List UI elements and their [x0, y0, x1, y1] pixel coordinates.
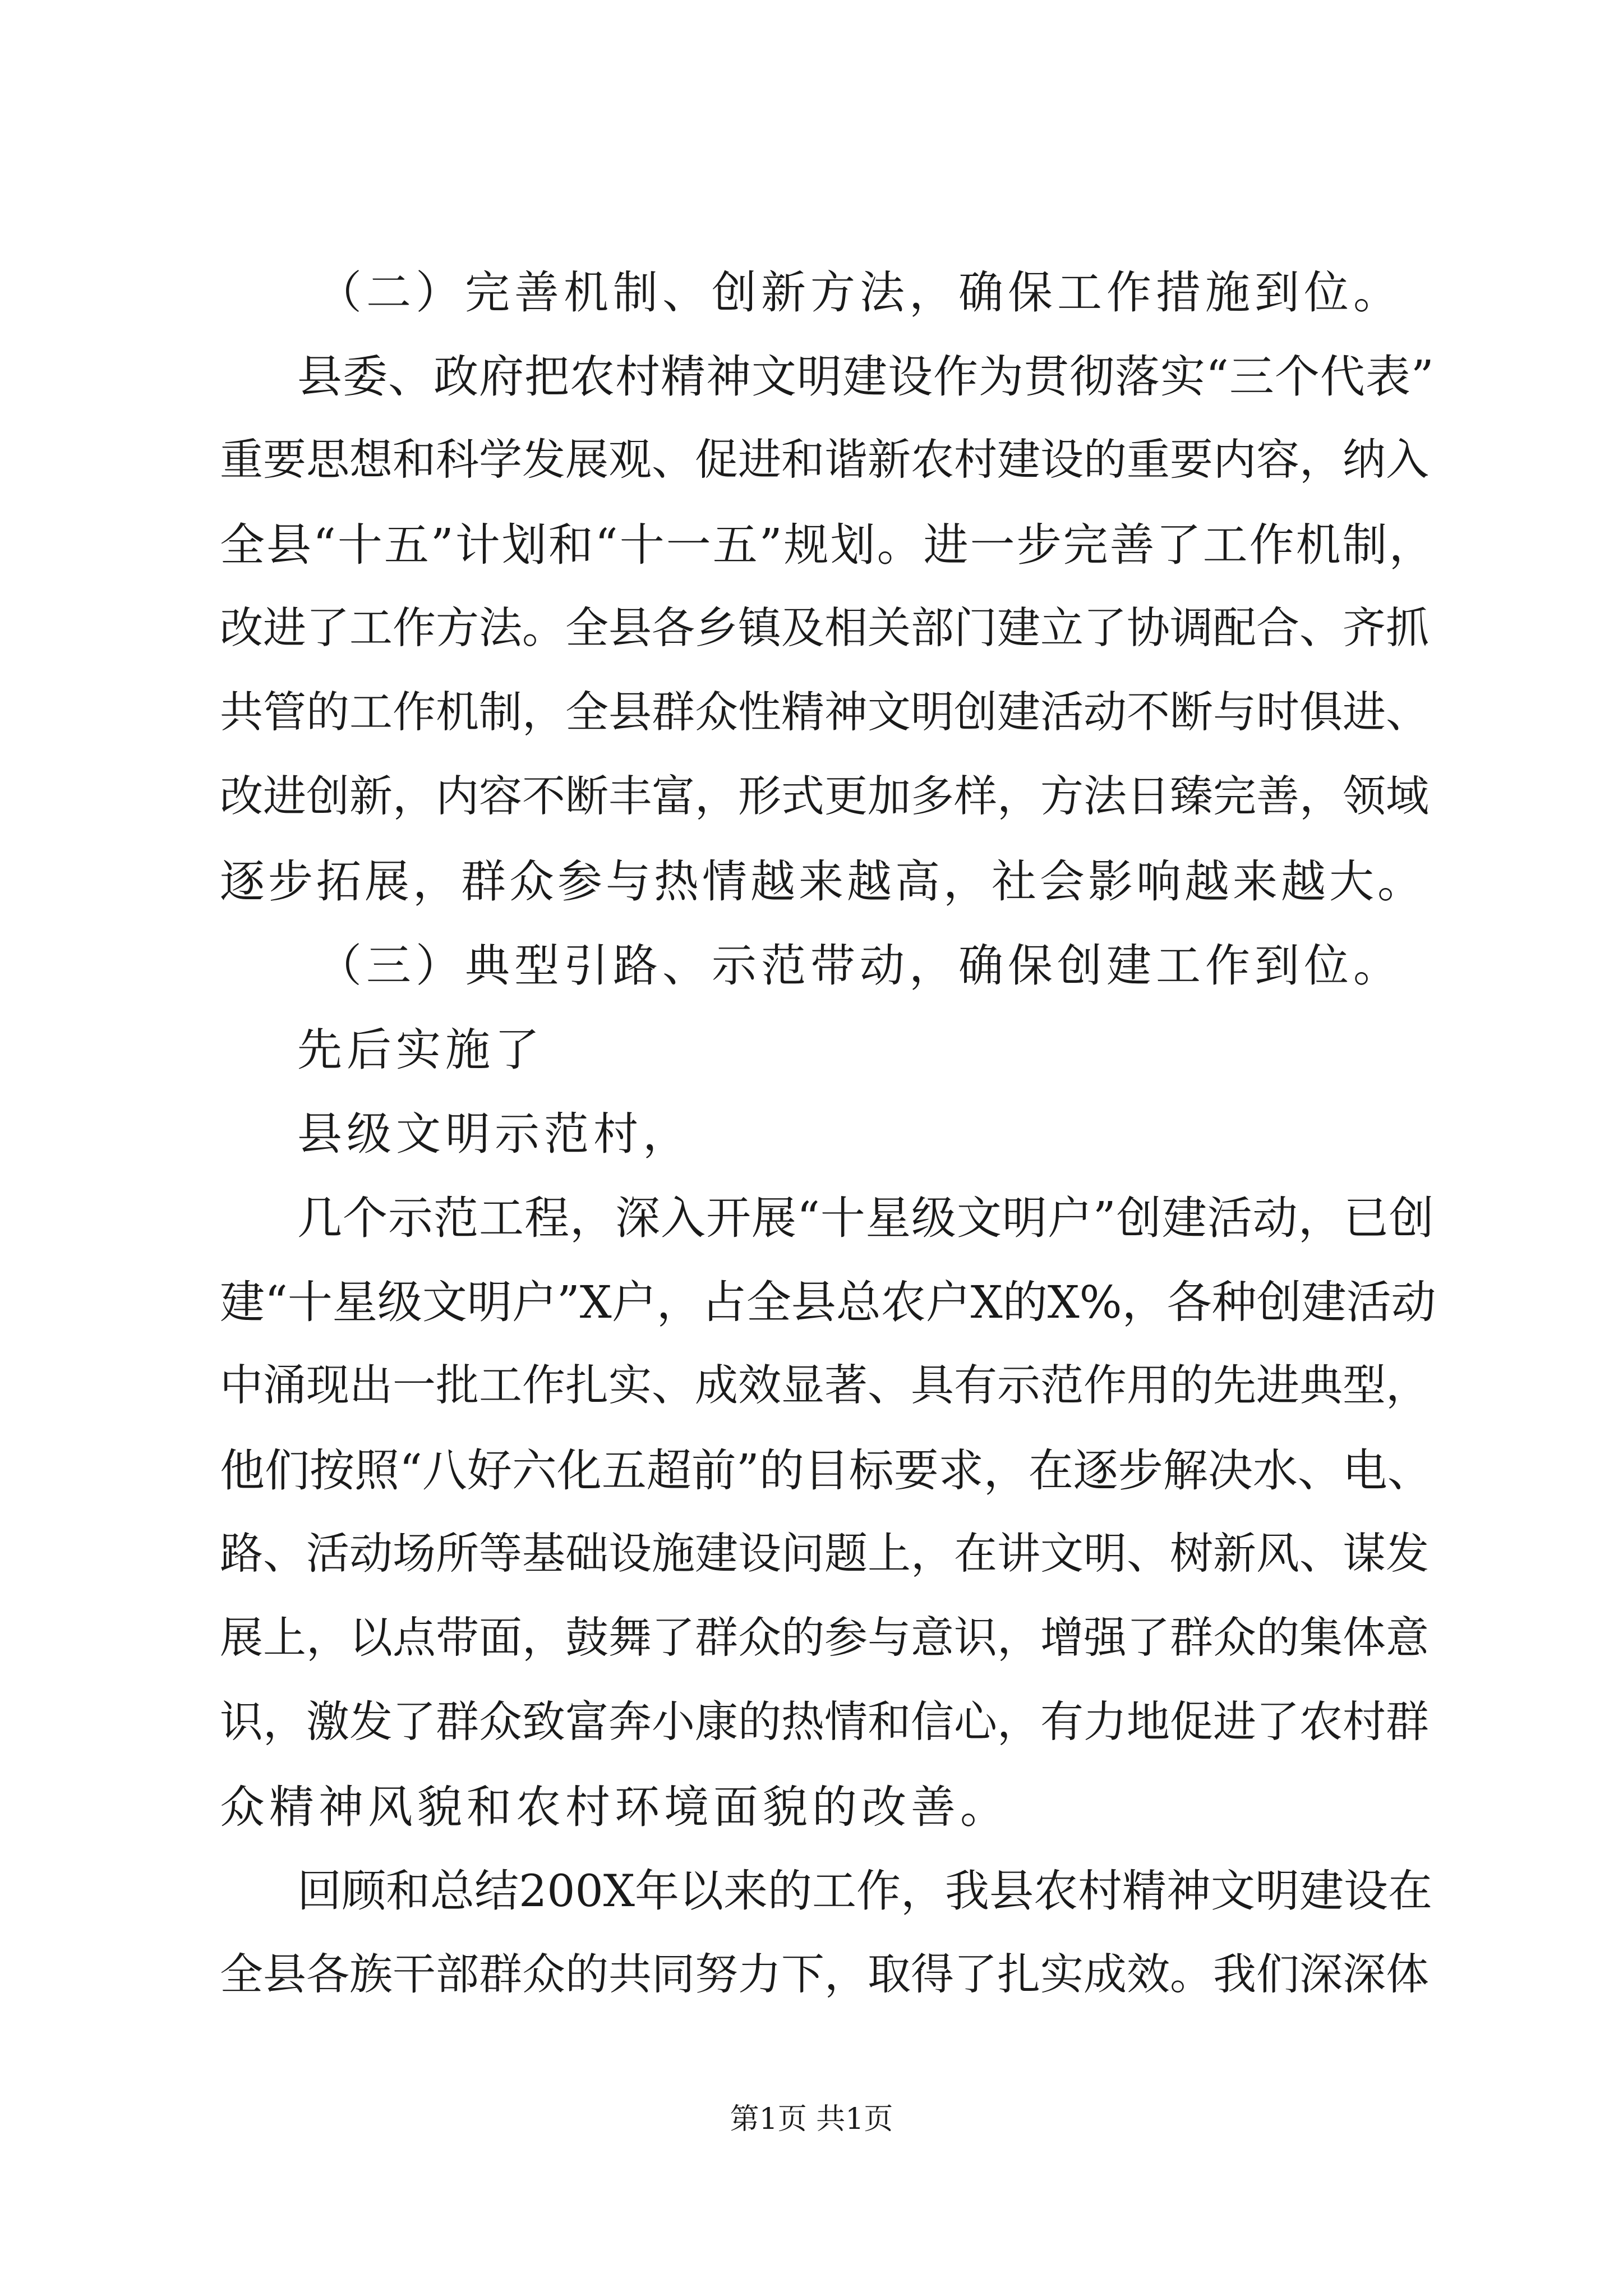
paragraph-line: 重要思想和科学发展观、促进和谐新农村建设的重要内容，纳入 [220, 435, 1429, 485]
paragraph-line: 先后实施了 [297, 1024, 544, 1076]
paragraph-line: 逐步拓展，群众参与热情越来越高，社会影响越来越大。 [220, 855, 1426, 908]
paragraph-line: 改进了工作方法。全县各乡镇及相关部门建立了协调配合、齐抓 [220, 604, 1429, 654]
paragraph-line: 改进创新，内容不断丰富，形式更加多样，方法日臻完善，领域 [220, 772, 1429, 822]
paragraph-line: 回顾和总结200X年以来的工作，我县农村精神文明建设在 [297, 1865, 1433, 1917]
paragraph-line: 建“十星级文明户”X户，占全县总农户X的X%，各种创建活动 [220, 1276, 1436, 1328]
page-number-footer: 第1页 共1页 [730, 2102, 893, 2136]
section-heading-3: （三）典型引路、示范带动，确保创建工作到位。 [317, 940, 1403, 992]
section-heading-2: （二）完善机制、创新方法，确保工作措施到位。 [317, 266, 1403, 319]
paragraph-line: 全县“十五”计划和“十一五”规划。进一步完善了工作机制， [220, 519, 1436, 571]
paragraph-line: 路、活动场所等基础设施建设问题上，在讲文明、树新风、谋发 [220, 1529, 1429, 1579]
paragraph-line: 县委、政府把农村精神文明建设作为贯彻落实“三个代表” [297, 351, 1435, 403]
paragraph-line: 他们按照“八好六化五超前”的目标要求，在逐步解决水、电、 [220, 1444, 1432, 1497]
paragraph-line: 几个示范工程，深入开展“十星级文明户”创建活动，已创 [297, 1192, 1435, 1244]
paragraph-line: 县级文明示范村， [297, 1108, 692, 1160]
paragraph-line: 众精神风貌和农村环境面貌的改善。 [220, 1781, 1009, 1833]
paragraph-line: 展上，以点带面，鼓舞了群众的参与意识，增强了群众的集体意 [220, 1613, 1429, 1663]
paragraph-line: 中涌现出一批工作扎实、成效显著、具有示范作用的先进典型， [220, 1361, 1429, 1411]
paragraph-line: 共管的工作机制，全县群众性精神文明创建活动不断与时俱进、 [220, 688, 1429, 738]
paragraph-line: 全县各族干部群众的共同努力下，取得了扎实成效。我们深深体 [220, 1950, 1429, 2000]
paragraph-line: 识，激发了群众致富奔小康的热情和信心，有力地促进了农村群 [220, 1697, 1429, 1747]
